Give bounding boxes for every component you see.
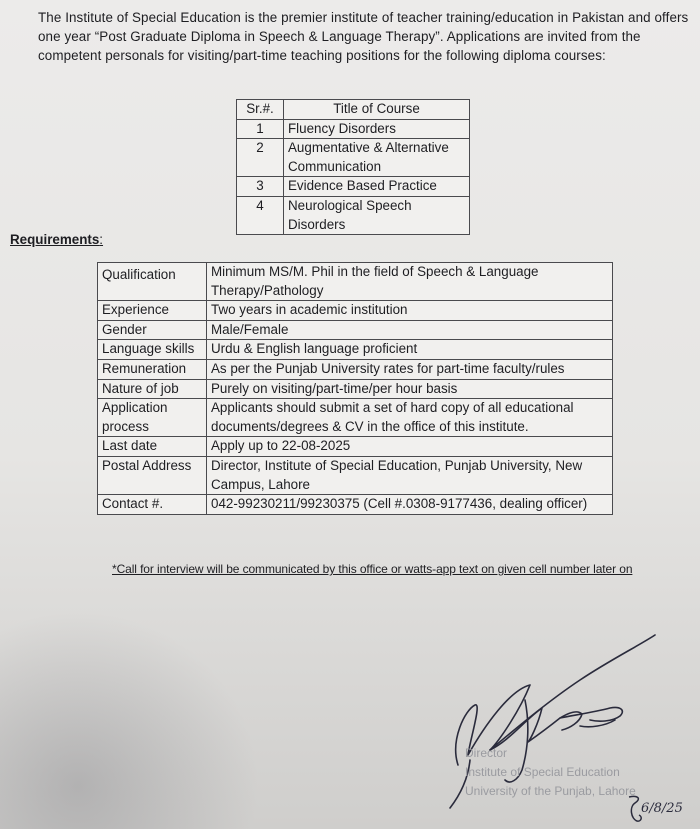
signature-date: 6/8/25 bbox=[641, 801, 683, 816]
course-title: Neurological Speech Disorders bbox=[284, 196, 470, 234]
requirement-value: Male/Female bbox=[207, 320, 613, 340]
requirement-key: Experience bbox=[98, 301, 207, 321]
table-row bbox=[98, 456, 613, 494]
course-title: Augmentative & Alternative Communication bbox=[284, 139, 470, 177]
table-row bbox=[237, 196, 470, 234]
interview-note: *Call for interview will be communicated by this office or watts-app text on given cell number later on bbox=[112, 562, 633, 576]
table-row bbox=[237, 139, 470, 177]
director-stamp bbox=[465, 744, 636, 801]
requirement-key: Last date bbox=[98, 437, 207, 457]
course-sr: 3 bbox=[237, 177, 284, 197]
table-row bbox=[237, 177, 470, 197]
table-row bbox=[98, 301, 613, 321]
requirement-key: Qualification bbox=[98, 263, 207, 301]
stamp-title: Director bbox=[465, 746, 508, 760]
course-sr: 1 bbox=[237, 119, 284, 139]
table-row bbox=[98, 263, 613, 301]
requirement-value: Two years in academic institution bbox=[207, 301, 613, 321]
intro-paragraph: The Institute of Special Education is the premier institute of teacher training/education in Pakistan and offers one year “Post Graduate Diploma in Speech & Language Therapy”. Applications are invited from the competent personals for visiting/part-time teaching positions for the following diploma courses: bbox=[38, 10, 689, 63]
requirement-value: Urdu & English language proficient bbox=[207, 340, 613, 360]
handwritten-date bbox=[625, 793, 693, 825]
requirement-value: Applicants should submit a set of hard copy of all educational documents/degrees & CV in the office of this institute. bbox=[207, 399, 613, 437]
requirement-value: 042-99230211/99230375 (Cell #.0308-9177436, dealing officer) bbox=[207, 495, 613, 515]
table-row bbox=[237, 119, 470, 139]
requirement-value: Apply up to 22-08-2025 bbox=[207, 437, 613, 457]
requirement-key: Remuneration bbox=[98, 359, 207, 379]
requirement-key: Language skills bbox=[98, 340, 207, 360]
shadow-overlay bbox=[0, 610, 260, 829]
requirements-heading-colon: : bbox=[99, 232, 104, 247]
table-row bbox=[98, 495, 613, 515]
stamp-institute: Institute of Special Education bbox=[465, 765, 620, 779]
requirement-key: Postal Address bbox=[98, 456, 207, 494]
requirements-table bbox=[97, 262, 613, 515]
requirement-key: Application process bbox=[98, 399, 207, 437]
requirement-key: Gender bbox=[98, 320, 207, 340]
table-row bbox=[98, 399, 613, 437]
requirements-heading-text: Requirements bbox=[10, 232, 100, 247]
requirement-value: Director, Institute of Special Education, Punjab University, New Campus, Lahore bbox=[207, 456, 613, 494]
courses-header-sr: Sr.#. bbox=[237, 100, 284, 120]
requirement-key: Nature of job bbox=[98, 379, 207, 399]
course-title: Fluency Disorders bbox=[284, 119, 470, 139]
table-row bbox=[98, 320, 613, 340]
requirement-value: As per the Punjab University rates for part-time faculty/rules bbox=[207, 359, 613, 379]
requirement-value: Minimum MS/M. Phil in the field of Speech & Language Therapy/Pathology bbox=[207, 263, 613, 301]
table-row bbox=[98, 437, 613, 457]
table-row bbox=[98, 379, 613, 399]
table-row bbox=[98, 340, 613, 360]
table-row bbox=[98, 359, 613, 379]
course-sr: 4 bbox=[237, 196, 284, 234]
requirements-heading bbox=[10, 232, 103, 247]
course-sr: 2 bbox=[237, 139, 284, 177]
requirement-key: Contact #. bbox=[98, 495, 207, 515]
course-title: Evidence Based Practice bbox=[284, 177, 470, 197]
courses-header-title: Title of Course bbox=[284, 100, 470, 120]
courses-table bbox=[236, 99, 470, 235]
stamp-university: University of the Punjab, Lahore bbox=[465, 784, 636, 798]
requirement-value: Purely on visiting/part-time/per hour basis bbox=[207, 379, 613, 399]
courses-header-row bbox=[237, 100, 470, 120]
